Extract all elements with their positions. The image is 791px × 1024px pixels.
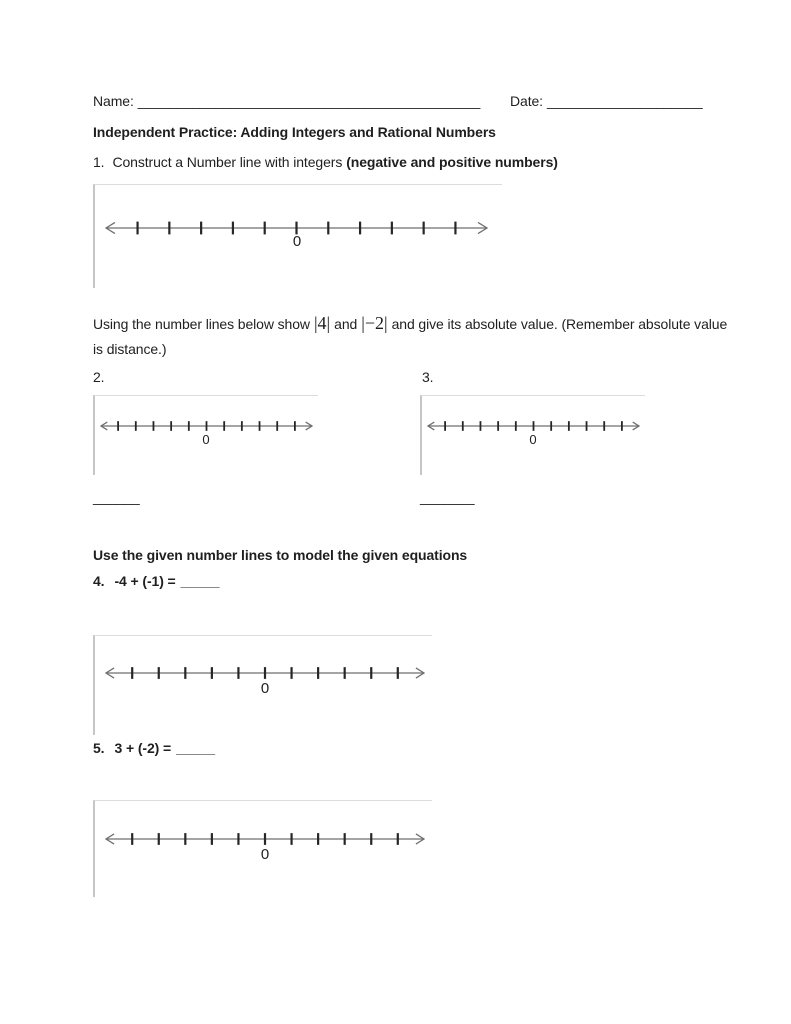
- answer-blank-3: _______: [420, 489, 475, 505]
- numberline-figure-3: [420, 395, 645, 475]
- question-3-number: 3.: [422, 369, 434, 385]
- instructions-paragraph: [93, 310, 727, 362]
- zero-label: 0: [260, 846, 270, 863]
- absolute-value-4: |4|: [313, 313, 331, 333]
- instructions-part1: Using the number lines below show: [93, 316, 310, 332]
- numberline-figure-2: [93, 395, 318, 475]
- question-5-number: 5.: [93, 740, 105, 756]
- question-2-number: 2.: [93, 369, 105, 385]
- numberline-2: [100, 419, 313, 433]
- question-1-bold-text: (negative and positive numbers): [346, 154, 558, 170]
- zero-label: 0: [202, 432, 210, 447]
- question-4: [93, 573, 220, 589]
- name-label: Name:: [93, 93, 134, 109]
- zero-label: 0: [529, 432, 537, 447]
- instructions-line-1: [93, 310, 727, 336]
- date-label: Date:: [510, 93, 543, 109]
- section-2-heading: Use the given number lines to model the given equations: [93, 547, 468, 563]
- numberline-figure-1: [93, 184, 502, 288]
- absolute-value-neg2: |−2|: [361, 313, 388, 333]
- instructions-line-2: is distance.): [93, 341, 167, 357]
- question-4-number: 4.: [93, 573, 105, 589]
- zero-label: 0: [260, 680, 270, 697]
- question-1-text: Construct a Number line with integers: [112, 154, 343, 170]
- question-5: [93, 740, 215, 756]
- question-1-number: 1.: [93, 154, 105, 170]
- name-blank-line: ____________________________________________: [137, 93, 481, 109]
- date-field-row: [510, 93, 703, 109]
- name-field-row: [93, 93, 480, 109]
- answer-blank-5: _____: [176, 740, 216, 756]
- numberline-figure-4: [93, 635, 432, 735]
- answer-blank-2: ______: [93, 489, 140, 505]
- numberline-figure-5: [93, 800, 432, 897]
- zero-label: 0: [292, 233, 302, 250]
- numberline-3: [427, 419, 640, 433]
- date-blank-line: ____________________: [546, 93, 703, 109]
- question-5-equation: 3 + (-2) =: [114, 740, 172, 756]
- instructions-part2: and: [334, 316, 358, 332]
- question-4-equation: -4 + (-1) =: [114, 573, 176, 589]
- page-title: Independent Practice: Adding Integers and Rational Numbers: [93, 124, 496, 140]
- answer-blank-4: _____: [180, 573, 220, 589]
- question-1: [93, 154, 558, 170]
- instructions-part3: and give its absolute value. (Remember absolute value: [391, 316, 728, 332]
